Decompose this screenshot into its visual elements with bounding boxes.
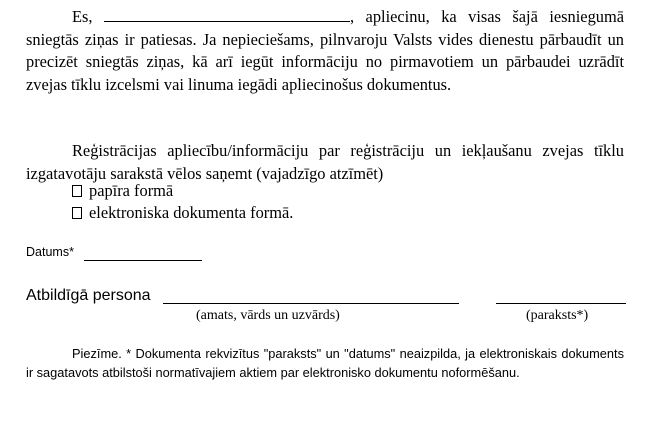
responsible-person-label: Atbildīgā persona (26, 287, 151, 304)
name-caption: (amats, vārds un uzvārds) (196, 308, 340, 323)
statement-text: , apliecinu, ka visas šajā iesniegumā sniegtās ziņas ir patiesas. Ja nepieciešams, pilnvaroju Valsts vides dienestu pārbaudīt un precizēt sniegtās ziņas, kā arī iegūt informāciju no pirmavotiem un pārbaudei uzrādīt zvejas tīklu izcelsmi vai linuma iegādi apliecinošus dokumentus. (26, 7, 624, 94)
date-label: Datums* (26, 245, 74, 259)
responsible-person-field-line[interactable] (163, 303, 459, 304)
option-electronic[interactable] (72, 202, 293, 224)
option-electronic-label: elektroniska dokumenta formā. (89, 203, 294, 222)
statement-paragraph (26, 6, 624, 96)
footnote: Piezīme. * Dokumenta rekvizītus "paraksts" un "datums" neaizpilda, ja elektroniskais dokuments ir sagatavots atbilstoši normatīvajiem aktiem par elektronisko dokumentu noformēšanu. (26, 346, 624, 380)
option-paper[interactable] (72, 180, 173, 202)
option-paper-label: papīra formā (89, 181, 174, 200)
statement-es: Es, (72, 7, 93, 26)
signature-caption: (paraksts*) (526, 308, 589, 323)
checkbox-electronic[interactable] (72, 207, 82, 219)
signature-field-line[interactable] (496, 303, 626, 304)
date-field-line[interactable] (84, 260, 202, 261)
checkbox-paper[interactable] (72, 185, 82, 197)
name-blank-line (104, 8, 350, 22)
request-paragraph: Reģistrācijas apliecību/informāciju par reģistrāciju un iekļaušanu zvejas tīklu izgatavotāju sarakstā vēlos saņemt (vajadzīgo atzīmēt) (26, 141, 624, 183)
